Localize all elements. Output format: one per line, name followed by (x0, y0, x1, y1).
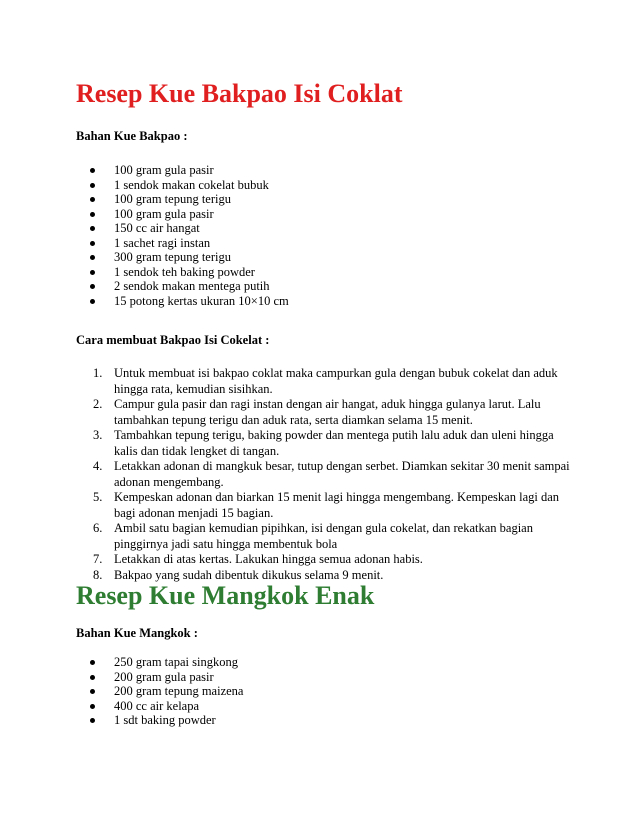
list-item (76, 192, 596, 207)
recipe-title-mangkok: Resep Kue Mangkok Enak (76, 581, 375, 610)
bullet-icon (90, 270, 95, 275)
list-item (76, 684, 596, 699)
list-item-text: 300 gram tepung terigu (114, 250, 231, 264)
ingredients-label-mangkok: Bahan Kue Mangkok : (76, 626, 198, 640)
step-item (76, 552, 571, 568)
step-item (76, 397, 571, 428)
step-number: 8. (93, 567, 103, 582)
step-text: Ambil satu bagian kemudian pipihkan, isi dengan gula cokelat, dan rekatkan bagian pinggirnya jadi satu hingga membentuk bola (114, 521, 533, 551)
step-number: 4. (93, 459, 103, 473)
ingredients-label-bakpao: Bahan Kue Bakpao : (76, 129, 188, 143)
list-item (76, 207, 596, 222)
step-number: 7. (93, 552, 103, 566)
bullet-icon (90, 284, 95, 289)
bullet-icon (90, 255, 95, 260)
list-item-text: 100 gram gula pasir (114, 163, 214, 177)
list-item (76, 655, 596, 670)
list-item (76, 713, 596, 728)
step-item (76, 521, 571, 552)
step-number: 5. (93, 490, 103, 504)
step-text: Tambahkan tepung terigu, baking powder dan mentega putih lalu aduk dan uleni hingga kalis dan tidak lengket di tangan. (114, 428, 554, 458)
step-number: 6. (93, 521, 103, 535)
recipe-title-bakpao: Resep Kue Bakpao Isi Coklat (76, 79, 403, 108)
step-text: Bakpao yang sudah dibentuk dikukus selama 9 menit. (114, 567, 384, 582)
list-item-text: 15 potong kertas ukuran 10×10 cm (114, 293, 289, 308)
ingredients-list-mangkok (76, 655, 596, 728)
list-item-text: 1 sendok makan cokelat bubuk (114, 177, 269, 192)
bullet-icon (90, 299, 95, 304)
bullet-icon (90, 212, 95, 217)
bullet-icon (90, 197, 95, 202)
bullet-icon (90, 241, 95, 246)
list-item (76, 178, 596, 193)
list-item-text: 150 cc air hangat (114, 221, 200, 235)
bullet-icon (90, 675, 95, 680)
step-text: Kempeskan adonan dan biarkan 15 menit lagi hingga mengembang. Kempeskan lagi dan bagi adonan menjadi 15 bagian. (114, 490, 560, 520)
list-item (76, 670, 596, 685)
bullet-icon (90, 226, 95, 231)
list-item (76, 236, 596, 251)
list-item-text: 200 gram gula pasir (114, 669, 214, 684)
step-item (76, 459, 571, 490)
list-item (76, 279, 596, 294)
list-item-text: 250 gram tapai singkong (114, 655, 238, 669)
list-item-text: 1 sendok teh baking powder (114, 264, 255, 279)
list-item-text: 2 sendok makan mentega putih (114, 279, 270, 293)
bullet-icon (90, 718, 95, 723)
list-item-text: 100 gram tepung terigu (114, 192, 231, 206)
step-item (76, 490, 571, 521)
list-item (76, 163, 596, 178)
list-item-text: 1 sdt baking powder (114, 713, 216, 727)
list-item (76, 221, 596, 236)
step-number: 3. (93, 428, 103, 442)
ingredients-list-bakpao (76, 163, 596, 308)
step-text: Letakkan adonan di mangkuk besar, tutup dengan serbet. Diamkan sekitar 30 menit sampai adonan mengembang. (114, 459, 570, 489)
list-item (76, 294, 596, 309)
list-item-text: 1 sachet ragi instan (114, 235, 211, 250)
step-number: 1. (93, 366, 103, 380)
list-item-text: 100 gram gula pasir (114, 206, 214, 221)
list-item-text: 200 gram tepung maizena (114, 684, 244, 698)
bullet-icon (90, 168, 95, 173)
step-number: 2. (93, 397, 103, 411)
list-item (76, 265, 596, 280)
list-item (76, 699, 596, 714)
steps-label-bakpao: Cara membuat Bakpao Isi Cokelat : (76, 333, 270, 347)
step-text: Letakkan di atas kertas. Lakukan hingga semua adonan habis. (114, 552, 423, 566)
step-text: Campur gula pasir dan ragi instan dengan air hangat, aduk hingga gulanya larut. Lalu tambahkan tepung terigu dan aduk rata, serta diamkan selama 15 menit. (114, 397, 541, 427)
bullet-icon (90, 660, 95, 665)
step-text: Untuk membuat isi bakpao coklat maka campurkan gula dengan bubuk cokelat dan aduk hingga rata, kemudian sisihkan. (114, 366, 558, 396)
step-item (76, 428, 571, 459)
bullet-icon (90, 183, 95, 188)
list-item (76, 250, 596, 265)
steps-list-bakpao (76, 366, 571, 583)
list-item-text: 400 cc air kelapa (114, 698, 200, 713)
bullet-icon (90, 689, 95, 694)
bullet-icon (90, 704, 95, 709)
step-item (76, 366, 571, 397)
